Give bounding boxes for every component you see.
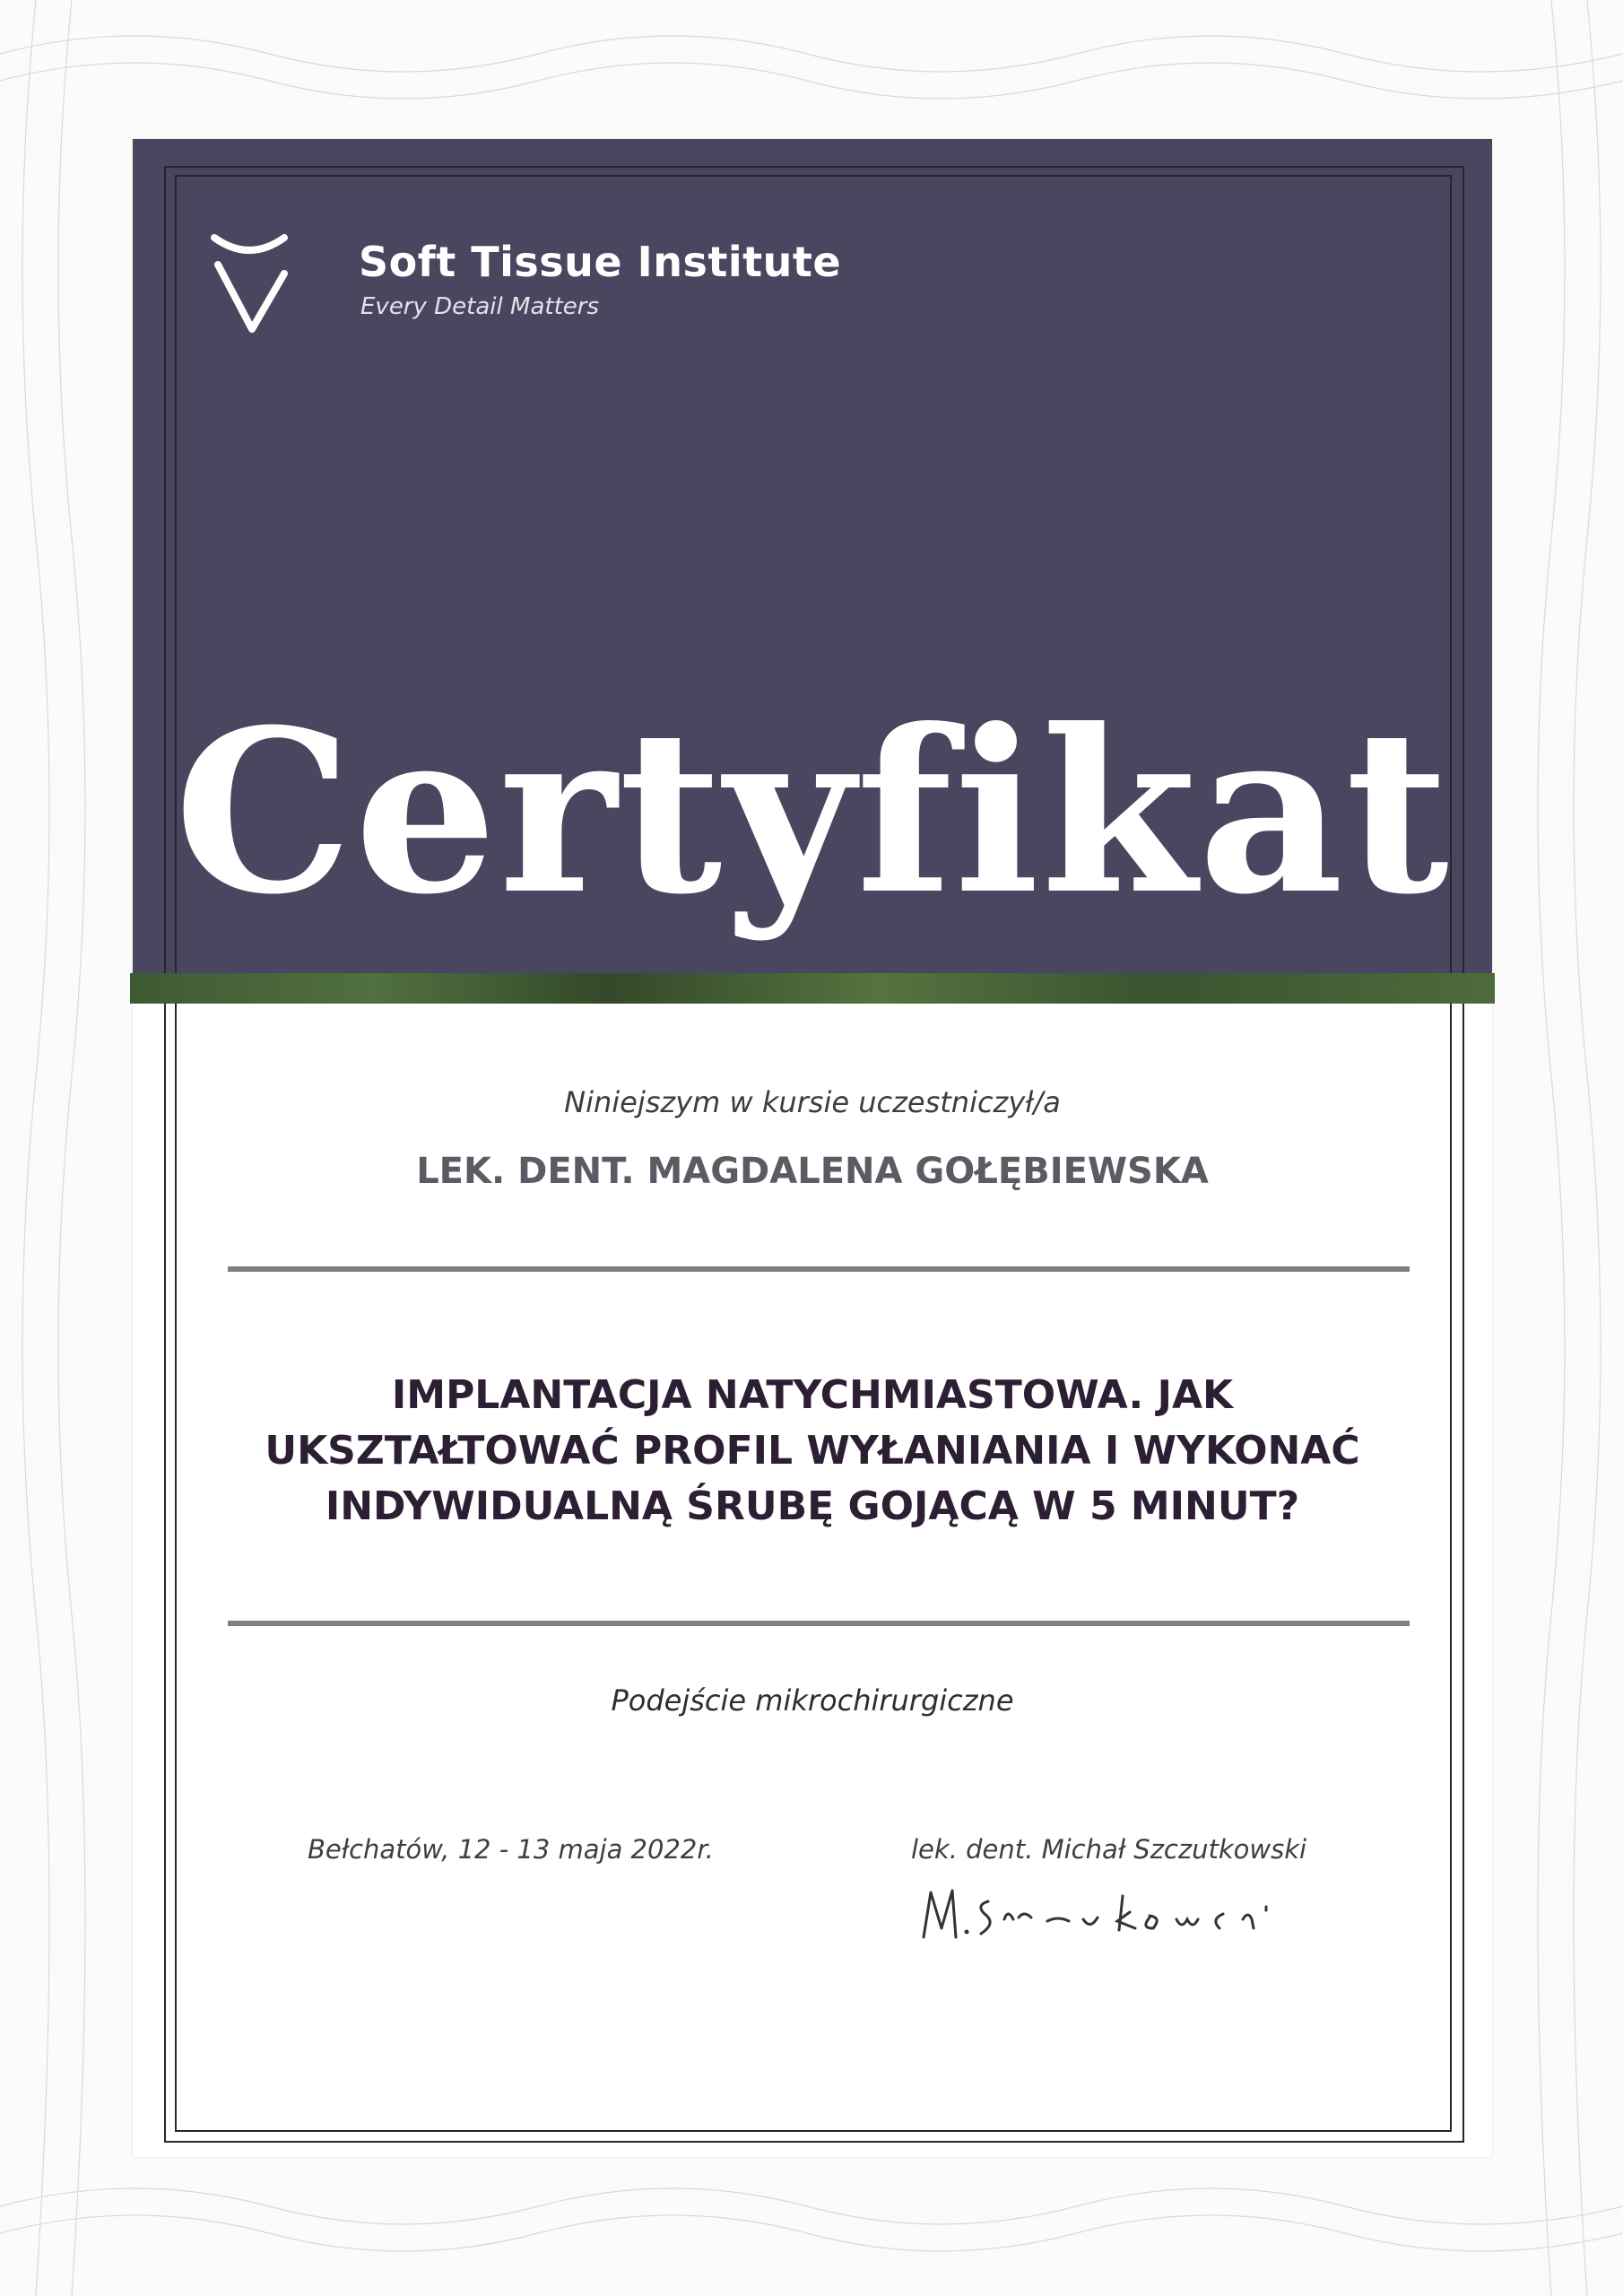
signer-name: lek. dent. Michał Szczutkowski bbox=[911, 1834, 1307, 1865]
participant-name: LEK. DENT. MAGDALENA GOŁĘBIEWSKA bbox=[416, 1151, 1209, 1192]
brand-tagline: Every Detail Matters bbox=[360, 293, 599, 320]
course-subtitle: Podejście mikrochirurgiczne bbox=[611, 1683, 1014, 1718]
certificate-title: Certyfikat bbox=[174, 680, 1451, 944]
handwritten-signature bbox=[915, 1874, 1336, 1946]
divider-top bbox=[228, 1266, 1410, 1272]
course-title-line-3: INDYWIDUALNĄ ŚRUBĘ GOJĄCĄ W 5 MINUT? bbox=[325, 1483, 1300, 1529]
intro-text: Niniejszym w kursie uczestniczył/a bbox=[564, 1085, 1061, 1119]
course-title-line-2: UKSZTAŁTOWAĆ PROFIL WYŁANIANIA I WYKONAĆ bbox=[265, 1428, 1360, 1474]
brand-name: Soft Tissue Institute bbox=[359, 238, 842, 286]
place-and-date: Bełchatów, 12 - 13 maja 2022r. bbox=[308, 1834, 714, 1865]
course-title bbox=[249, 1368, 1376, 1535]
course-title-line-1: IMPLANTACJA NATYCHMIASTOWA. JAK bbox=[391, 1372, 1234, 1418]
certificate-card bbox=[133, 139, 1492, 2157]
green-marble-band bbox=[130, 973, 1495, 1004]
stylized-v-logo-icon bbox=[209, 229, 290, 336]
divider-bottom bbox=[228, 1621, 1410, 1626]
